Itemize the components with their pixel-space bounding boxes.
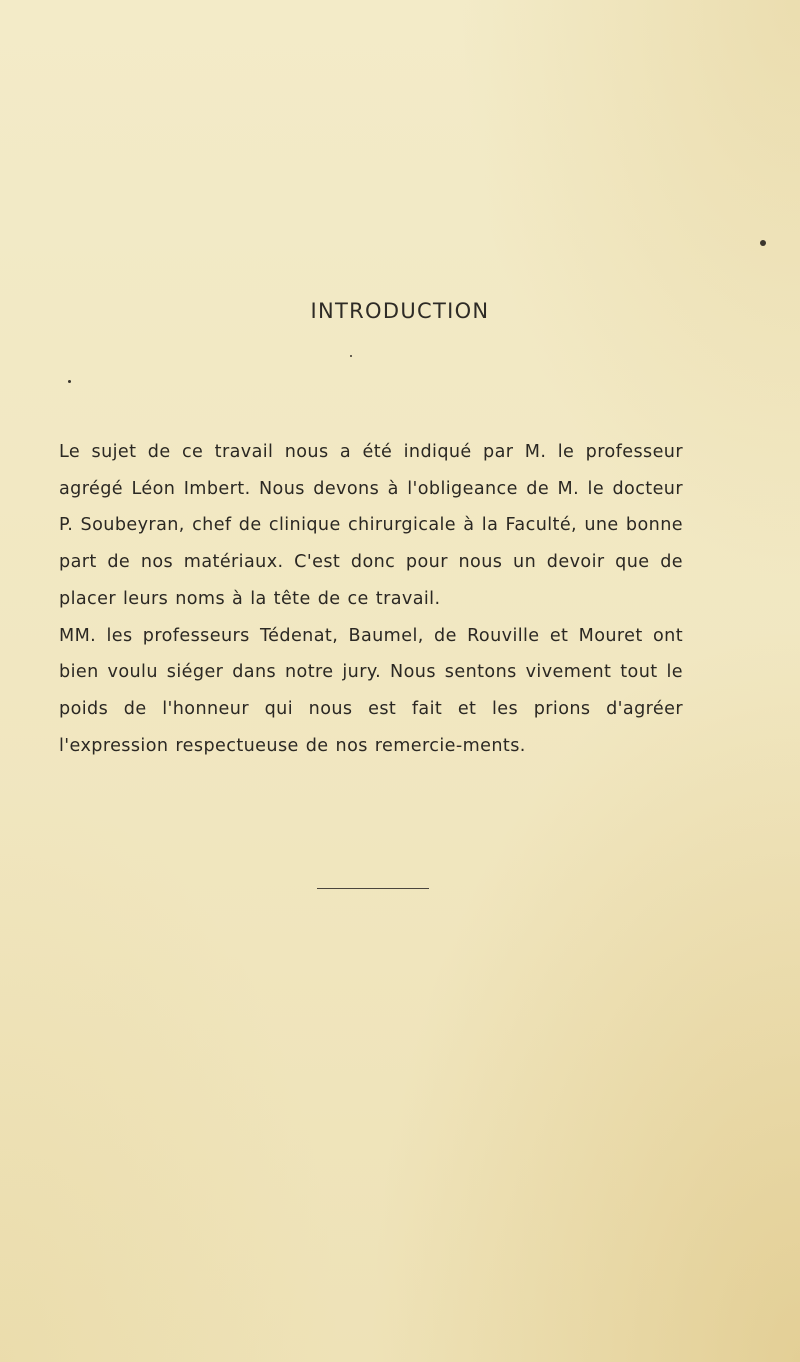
introduction-body xyxy=(59,434,683,764)
paragraph-1: Le sujet de ce travail nous a été indiqué par M. le professeur agrégé Léon Imbert. Nous devons à l'obligeance de M. le docteur P. Soubeyran, chef de clinique chirurgicale à la Faculté, une bonne part de nos matériaux. C'est donc pour nous un devoir que de placer leurs noms à la tête de ce travail. xyxy=(59,442,683,609)
page-heading: INTRODUCTION xyxy=(310,299,490,323)
section-divider xyxy=(317,888,429,889)
ink-speck xyxy=(68,380,71,383)
ink-speck xyxy=(760,240,766,246)
ink-speck xyxy=(350,355,352,357)
paragraph-2: MM. les professeurs Tédenat, Baumel, de Rouville et Mouret ont bien voulu siéger dans notre jury. Nous sentons vivement tout le poids de l'honneur qui nous est fait et les prions d'agréer l'expression respectueuse de nos remercie-ments. xyxy=(59,625,683,756)
